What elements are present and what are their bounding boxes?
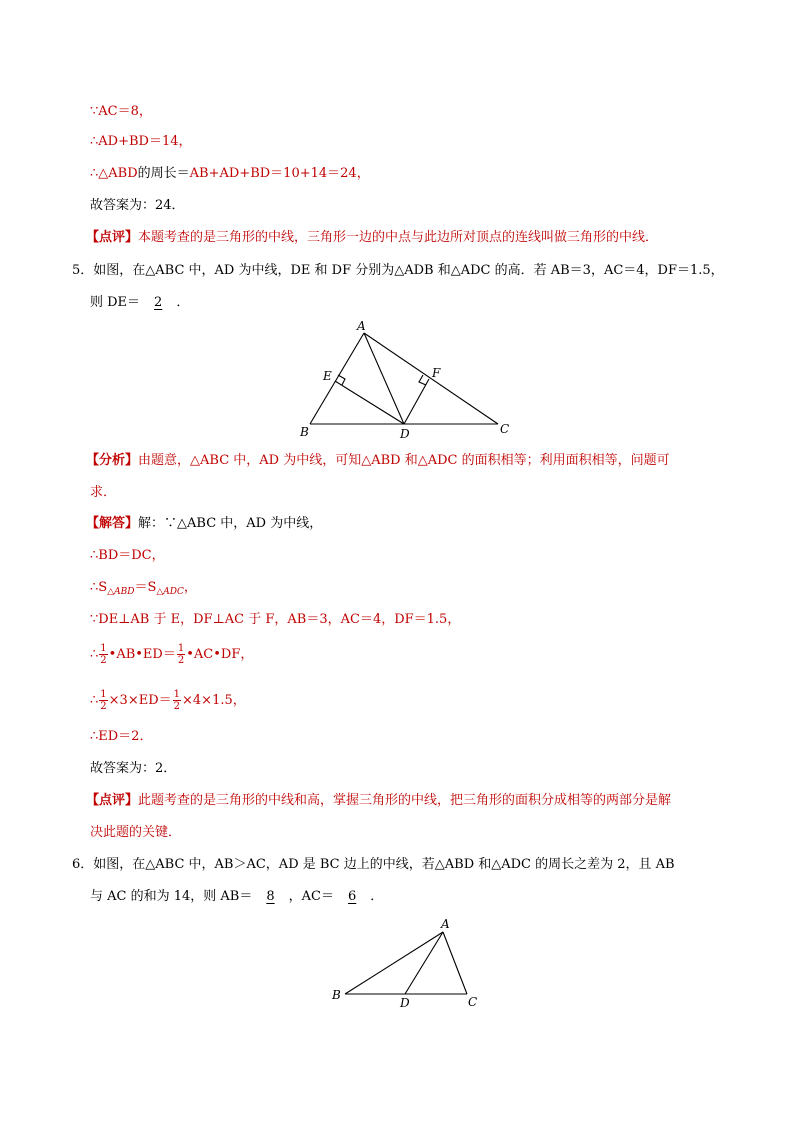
q5-frac-num-1: 1 bbox=[100, 643, 107, 654]
q5-label-e: E bbox=[323, 369, 332, 383]
q6-label-b: B bbox=[332, 988, 341, 1002]
q6-answer-blank-1: 8 bbox=[266, 889, 275, 904]
q5-analysis-text-1: 由题意，△ABC 中，AD 为中线，可知△ABD 和△ADC 的面积相等；利用面积相等，问题可 bbox=[138, 453, 670, 468]
q5-altitude-de bbox=[335, 381, 404, 424]
q5-comment-tag: 【点评】 bbox=[86, 793, 139, 808]
q5-stem-line-1: 5．如图，在△ABC 中，AD 为中线，DE 和 DF 分别为△ADB 和△ADC 的高．若 AB＝3，AC＝4，DF＝1.5， bbox=[72, 263, 724, 278]
prev-comment-text: 本题考查的是三角形的中线，三角形一边的中点与此边所对顶点的连线叫做三角形的中线． bbox=[138, 230, 659, 245]
q5-frac-den-1: 2 bbox=[100, 655, 107, 666]
q5-s6-a: ×3×ED＝ bbox=[108, 693, 172, 708]
q6-stem-line-1: 6．如图，在△ABC 中，AB＞AC，AD 是 BC 边上的中线，若△ABD 和△ADC 的周长之差为 2，且 AB bbox=[72, 857, 675, 872]
q5-solution-line-3 bbox=[90, 579, 197, 601]
q6-side-ab bbox=[345, 932, 443, 994]
prev-l3b: 的周长＝ bbox=[137, 166, 190, 181]
q5-frac-den-2: 2 bbox=[177, 655, 185, 666]
q5-comment-line-1 bbox=[86, 792, 671, 810]
q5-s6-pre: ∴ bbox=[90, 693, 99, 708]
q5-fraction-half-3 bbox=[99, 689, 107, 712]
q5-s5-pre: ∴ bbox=[90, 647, 99, 662]
q5-s5-a: •AB•ED＝ bbox=[108, 647, 176, 662]
q5-stem-pre: 则 DE＝ bbox=[90, 295, 141, 310]
q6-side-ac bbox=[443, 932, 467, 994]
q5-s3-post: ， bbox=[183, 580, 197, 595]
q5-comment-text-1: 此题考查的是三角形的中线和高，掌握三角形的中线，把三角形的面积分成相等的两部分是解 bbox=[138, 793, 672, 808]
q5-solution-line-6 bbox=[90, 689, 246, 712]
q6-stem-post: ． bbox=[370, 889, 384, 904]
q5-stem-line-2 bbox=[90, 294, 189, 312]
q5-frac-den-3: 2 bbox=[100, 701, 107, 712]
q5-fraction-half-2 bbox=[177, 643, 185, 666]
prev-line-4: 故答案为：24． bbox=[90, 198, 185, 213]
q5-solution-line-2: ∴BD＝DC， bbox=[90, 548, 165, 563]
q5-answer-blank: 2 bbox=[154, 295, 163, 310]
q6-answer-blank-2: 6 bbox=[347, 889, 357, 904]
q5-solution-line-1 bbox=[86, 515, 322, 533]
q5-fraction-half-4 bbox=[173, 689, 181, 712]
q5-solution-line-4: ∵DE⊥AB 于 E，DF⊥AC 于 F，AB＝3，AC＝4，DF＝1.5， bbox=[90, 612, 461, 627]
q6-stem-pre: 与 AC 的和为 14，则 AB＝ bbox=[90, 889, 253, 904]
q5-figure bbox=[290, 318, 530, 443]
q5-solution-tag: 【解答】 bbox=[86, 516, 139, 531]
q5-analysis-tag: 【分析】 bbox=[86, 453, 139, 468]
prev-line-3 bbox=[90, 165, 370, 183]
q5-s3-sub-2: △ADC bbox=[156, 587, 184, 597]
q6-figure bbox=[325, 912, 490, 1012]
prev-comment-tag: 【点评】 bbox=[86, 230, 139, 245]
q5-side-ab bbox=[310, 333, 364, 424]
prev-line-1: ∵AC＝8， bbox=[90, 104, 152, 119]
q5-altitude-df bbox=[404, 379, 429, 424]
q6-label-d: D bbox=[400, 996, 410, 1010]
q5-s3-sub-1: △ABD bbox=[107, 587, 135, 597]
prev-comment bbox=[86, 229, 658, 247]
q6-label-a: A bbox=[441, 917, 450, 931]
q5-label-f: F bbox=[432, 366, 441, 380]
prev-line-2: ∴AD+BD＝14， bbox=[90, 134, 192, 149]
q5-right-angle-f bbox=[419, 375, 426, 385]
q5-frac-den-4: 2 bbox=[173, 701, 181, 712]
q5-frac-num-2: 1 bbox=[177, 643, 185, 654]
q5-label-a: A bbox=[357, 319, 366, 333]
q5-analysis-line-2: 求． bbox=[90, 485, 117, 500]
prev-l3c: AB+AD+BD＝10+14＝24， bbox=[189, 166, 370, 181]
q5-comment-line-2: 决此题的关键． bbox=[90, 825, 182, 840]
q6-stem-mid: ，AC＝ bbox=[288, 889, 334, 904]
q5-frac-num-4: 1 bbox=[173, 689, 181, 700]
q5-s6-b: ×4×1.5， bbox=[182, 693, 246, 708]
q5-s5-b: •AC•DF， bbox=[186, 647, 254, 662]
q5-s3-pre: ∴S bbox=[90, 580, 108, 595]
q5-solution-line-8: 故答案为：2． bbox=[90, 761, 177, 776]
q5-label-c: C bbox=[500, 422, 510, 436]
q5-solution-line-5 bbox=[90, 643, 253, 666]
q6-stem-line-2 bbox=[90, 888, 383, 906]
q5-solution-text-1: 解：∵△ABC 中，AD 为中线， bbox=[138, 516, 323, 531]
q6-median-ad bbox=[405, 932, 443, 994]
q6-label-c: C bbox=[468, 995, 478, 1009]
q5-s3-mid: ＝S bbox=[134, 580, 157, 595]
q5-frac-num-3: 1 bbox=[100, 689, 107, 700]
q5-analysis-line-1 bbox=[86, 452, 670, 470]
q5-label-d: D bbox=[400, 427, 410, 441]
prev-l3a: ∴△ABD bbox=[90, 166, 138, 181]
q5-fraction-half-1 bbox=[99, 643, 107, 666]
q5-stem-post: ． bbox=[176, 295, 190, 310]
q5-solution-line-7: ∴ED＝2． bbox=[90, 729, 153, 744]
q5-label-b: B bbox=[300, 425, 309, 439]
